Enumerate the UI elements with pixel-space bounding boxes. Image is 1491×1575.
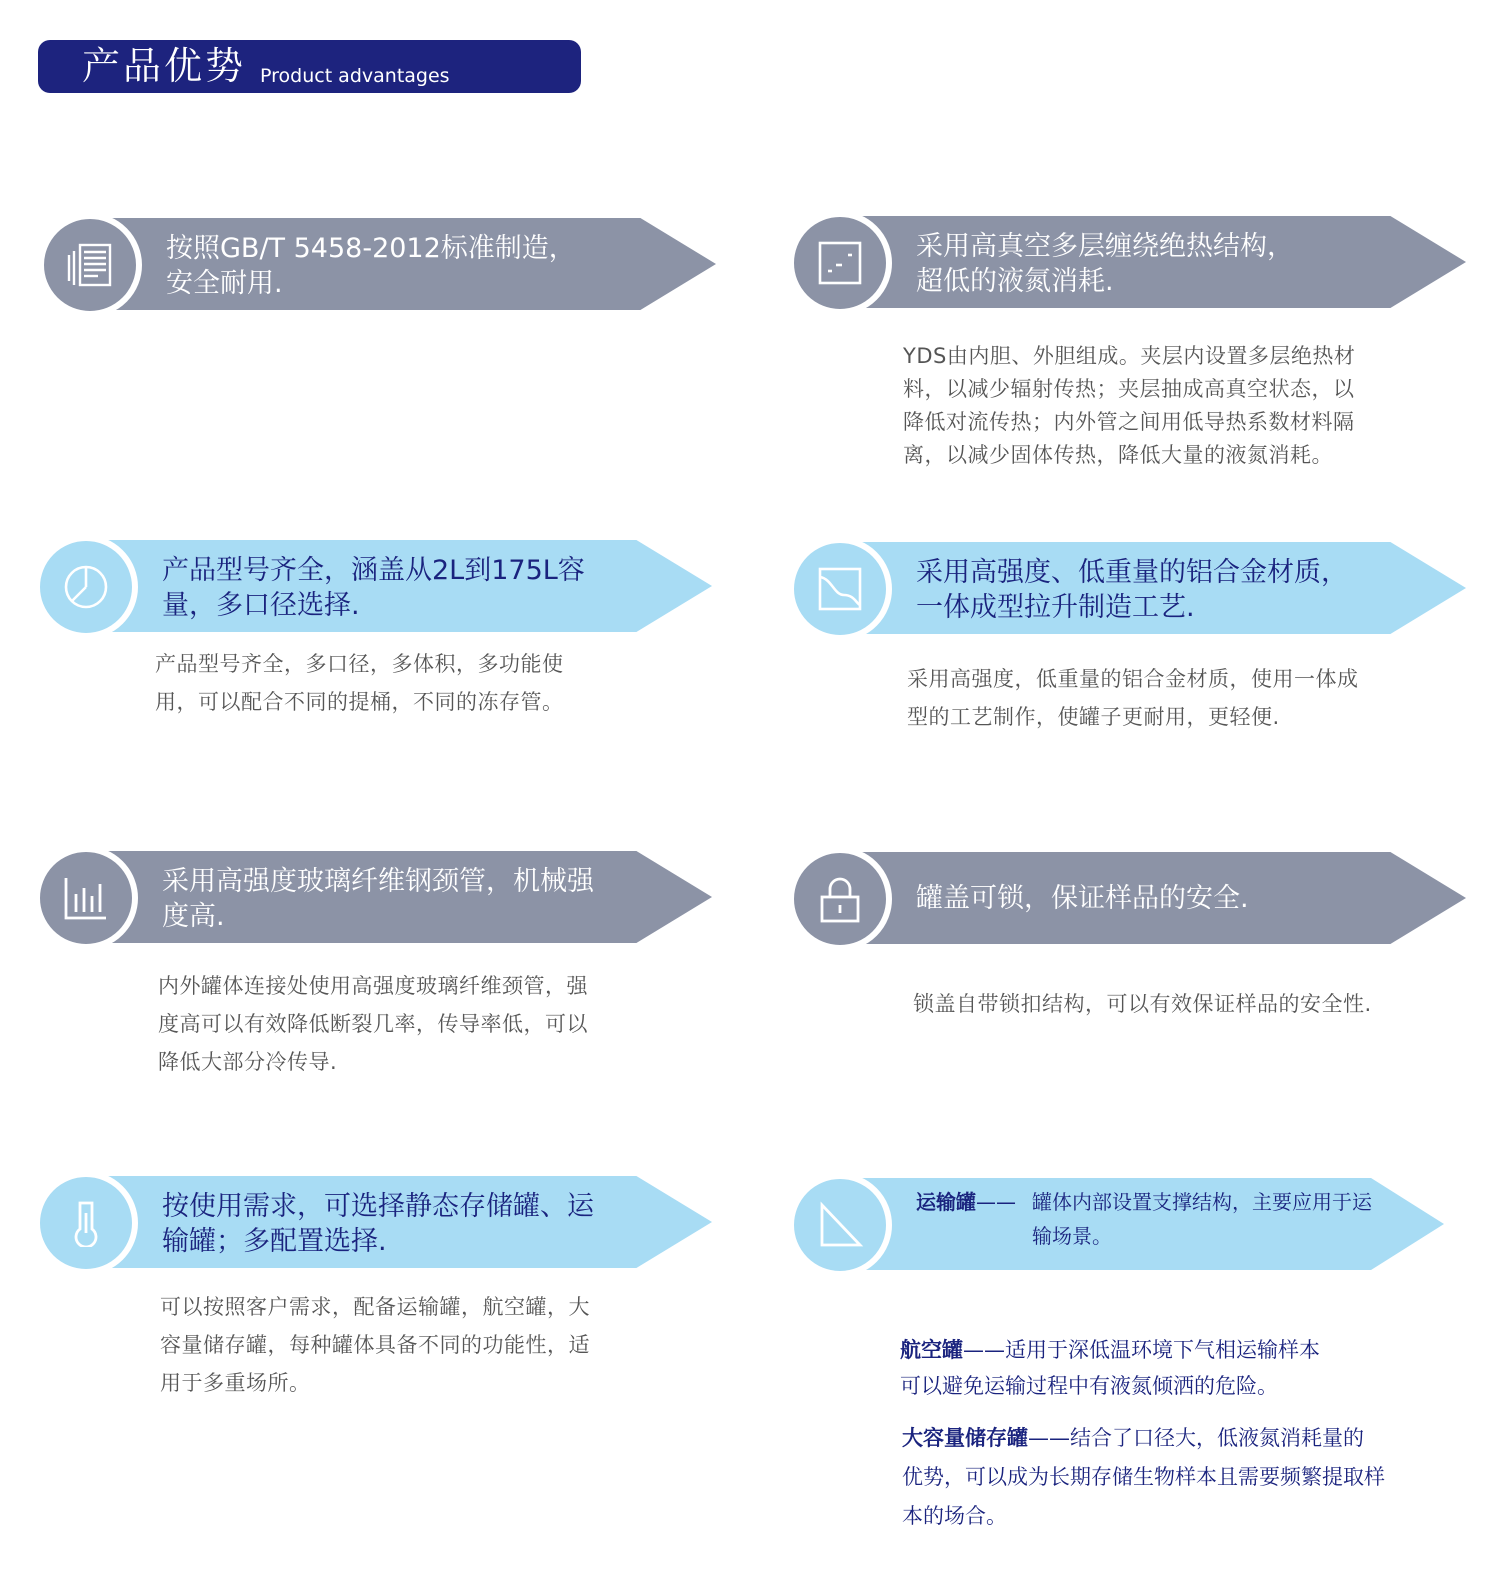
card-icon-circle <box>788 1173 892 1277</box>
card-banner-text: 采用高强度、低重量的铝合金材质， 一体成型拉升制造工艺. <box>916 557 1348 623</box>
card-icon-circle <box>38 213 142 317</box>
card-description-configurations: 可以按照客户需求，配备运输罐，航空罐，大 容量储存罐，每种罐体具备不同的功能性，适 用于多重场所。 <box>160 1295 590 1395</box>
card-icon-circle <box>788 537 892 641</box>
vacuum-box-icon <box>816 239 864 287</box>
card-banner-text: 产品型号齐全，涵盖从2L到175L容 量，多口径选择. <box>162 555 585 621</box>
advantage-card-fiberglass <box>34 846 714 950</box>
storage-dash: —— <box>1028 1426 1070 1450</box>
transport-name: 运输罐 <box>916 1190 976 1214</box>
storage-description <box>902 1380 1442 1575</box>
storage-name: 大容量储存罐 <box>902 1426 1028 1450</box>
header-title-en: Product advantages <box>260 65 450 87</box>
transport-banner-text <box>916 1185 1436 1248</box>
aviation-dash: —— <box>963 1338 1005 1362</box>
aviation-text: 适用于深低温环境下气相运输样本 <box>1005 1338 1320 1362</box>
card-banner-text: 罐盖可锁，保证样品的安全. <box>916 883 1249 914</box>
storage-text-continuation: 优势，可以成为长期存储生物样本且需要频繁提取样 本的场合。 <box>902 1465 1385 1528</box>
card-banner-text: 采用高真空多层缠绕绝热结构， 超低的液氮消耗. <box>916 231 1294 297</box>
advantage-card-vacuum <box>788 211 1468 315</box>
aviation-text-line2: 可以避免运输过程中有液氮倾洒的危险。 <box>900 1374 1278 1398</box>
storage-text: 结合了口径大，低液氮消耗量的 <box>1070 1426 1364 1450</box>
card-description-vacuum: YDS由内胆、外胆组成。夹层内设置多层绝热材 料，以减少辐射传热；夹层抽成高真空状态，以 降低对流传热；内外管之间用低导热系数材料隔 离，以减少固体传热，降低大量的液氮消耗。 <box>903 344 1356 467</box>
card-description-lock: 锁盖自带锁扣结构，可以有效保证样品的安全性. <box>913 992 1372 1016</box>
thermometer-icon <box>62 1199 110 1247</box>
advantage-card-models <box>34 535 714 639</box>
advantage-card-transport <box>788 1173 1468 1277</box>
card-icon-circle <box>788 211 892 315</box>
advantage-card-configurations <box>34 1171 714 1275</box>
card-description-models: 产品型号齐全，多口径，多体积，多功能使 用，可以配合不同的提桶，不同的冻存管。 <box>155 652 564 714</box>
advantage-card-aluminum <box>788 537 1468 641</box>
card-icon-circle <box>34 1171 138 1275</box>
transport-text: 罐体内部设置支撑结构，主要应用于运 输场景。 <box>1032 1190 1372 1248</box>
card-description-aluminum: 采用高强度，低重量的铝合金材质，使用一体成 型的工艺制作，使罐子更耐用，更轻便. <box>907 667 1359 729</box>
advantage-card-standard <box>38 213 718 317</box>
advantage-card-lock <box>788 847 1468 951</box>
aviation-name: 航空罐 <box>900 1338 963 1362</box>
card-description-fiberglass: 内外罐体连接处使用高强度玻璃纤维颈管，强 度高可以有效降低断裂几率，传导率低，可以 降低大部分冷传导. <box>158 974 588 1074</box>
card-banner-text: 按使用需求，可选择静态存储罐、运 输罐；多配置选择. <box>162 1191 594 1257</box>
card-icon-circle <box>788 847 892 951</box>
triangle-ruler-icon <box>816 1201 864 1249</box>
card-banner-text: 采用高强度玻璃纤维钢颈管，机械强 度高. <box>162 866 594 932</box>
document-icon <box>66 241 114 289</box>
curve-chart-icon <box>816 565 864 613</box>
lock-icon <box>816 875 864 923</box>
card-banner-text: 按照GB/T 5458-2012标准制造， 安全耐用. <box>166 233 576 299</box>
section-header <box>38 40 581 93</box>
bar-chart-icon <box>62 874 110 922</box>
card-icon-circle <box>34 535 138 639</box>
transport-dash: —— <box>976 1190 1016 1214</box>
header-title-cn: 产品优势 <box>82 44 247 88</box>
card-icon-circle <box>34 846 138 950</box>
clock-icon <box>62 563 110 611</box>
